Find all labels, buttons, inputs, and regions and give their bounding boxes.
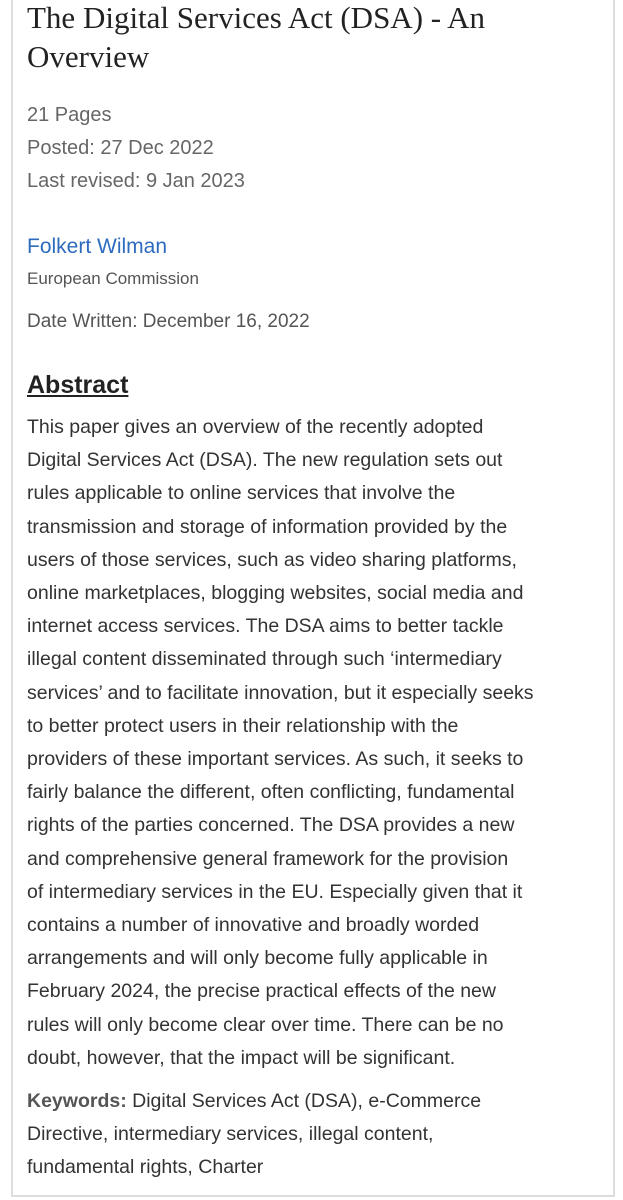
title-line: The Digital Services Act (DSA) - An xyxy=(27,0,486,35)
page-count: 21 Pages xyxy=(27,104,112,126)
abstract-line: and comprehensive general framework for the provision xyxy=(27,847,509,870)
revised-date: Last revised: 9 Jan 2023 xyxy=(27,170,245,192)
abstract-line: doubt, however, that the impact will be significant. xyxy=(27,1046,456,1069)
abstract-line: providers of these important services. As such, it seeks to xyxy=(27,748,524,771)
abstract-line: users of those services, such as video sharing platforms, xyxy=(27,548,517,571)
abstract-line: Digital Services Act (DSA). The new regulation sets out xyxy=(27,449,503,472)
posted-date: Posted: 27 Dec 2022 xyxy=(27,137,214,159)
abstract-line: rules applicable to online services that involve the xyxy=(27,482,456,505)
author-link[interactable]: Folkert Wilman xyxy=(27,235,168,258)
date-written: Date Written: December 16, 2022 xyxy=(27,311,310,332)
abstract-heading: Abstract xyxy=(27,371,129,399)
keywords-line xyxy=(27,1085,607,1118)
abstract-line: to better protect users in their relationship with the xyxy=(27,714,459,737)
title-line: Overview xyxy=(27,39,150,74)
abstract-line: rules will only become clear over time. There can be no xyxy=(27,1013,504,1036)
abstract-line: February 2024, the precise practical effects of the new xyxy=(27,980,496,1003)
abstract-line: online marketplaces, blogging websites, social media and xyxy=(27,582,524,605)
abstract-line: illegal content disseminated through such ‘intermediary xyxy=(27,648,502,671)
abstract-line: services’ and to facilitate innovation, but it especially seeks xyxy=(27,681,534,704)
paper-title xyxy=(27,0,607,76)
abstract-line: transmission and storage of information provided by the xyxy=(27,515,508,538)
abstract-line: contains a number of innovative and broadly worded xyxy=(27,914,480,937)
paper-card xyxy=(11,0,615,1197)
abstract-line: rights of the parties concerned. The DSA provides a new xyxy=(27,814,515,837)
abstract-text xyxy=(27,411,607,1075)
keywords-line: Directive, intermediary services, illegal content, xyxy=(27,1123,434,1146)
keywords-line: fundamental rights, Charter xyxy=(27,1156,264,1179)
abstract-line: of intermediary services in the EU. Especially given that it xyxy=(27,880,523,903)
abstract-line: internet access services. The DSA aims to better tackle xyxy=(27,615,504,638)
abstract-line: arrangements and will only become fully applicable in xyxy=(27,947,488,970)
abstract-line: This paper gives an overview of the recently adopted xyxy=(27,416,484,438)
keywords xyxy=(27,1085,607,1184)
paper-meta xyxy=(27,99,607,198)
keywords-text: Digital Services Act (DSA), e-Commerce xyxy=(126,1090,482,1113)
abstract-line: fairly balance the different, often conflicting, fundamental xyxy=(27,781,515,804)
keywords-label: Keywords: xyxy=(27,1090,127,1113)
author-affiliation: European Commission xyxy=(27,269,199,288)
